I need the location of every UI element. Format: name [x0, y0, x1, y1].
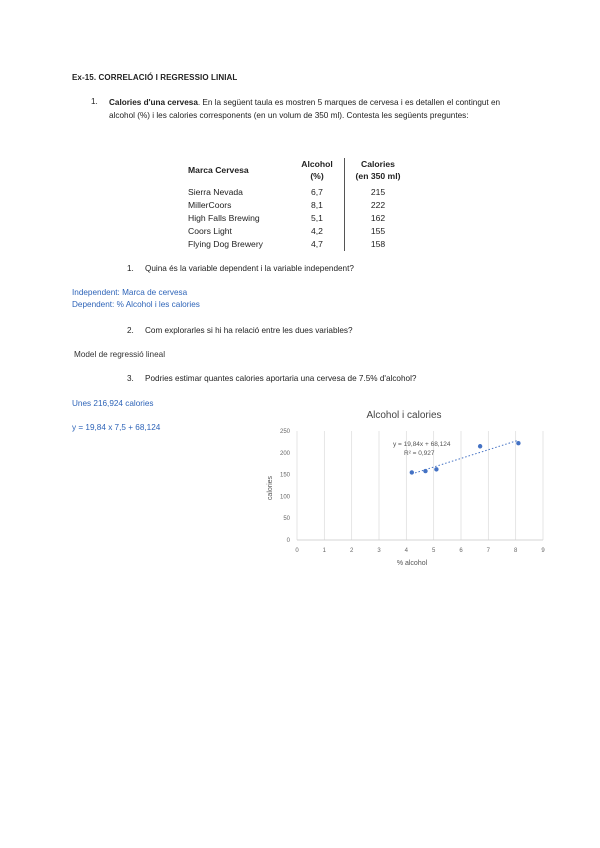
x-tick-label: 5 [431, 548, 436, 554]
x-tick-label: 3 [377, 548, 381, 554]
data-point [434, 467, 438, 471]
table-row [186, 186, 411, 199]
x-tick-label: 1 [322, 548, 327, 554]
y-tick-label: 0 [286, 538, 290, 544]
subquestion-3-text: Podries estimar quantes calories aportaria una cervesa de 7.5% d'alcohol? [145, 374, 417, 383]
cell-alcohol: 4,2 [290, 225, 345, 238]
y-tick-label: 100 [279, 494, 290, 501]
cell-brand: Sierra Nevada [188, 187, 243, 197]
y-tick-label: 50 [283, 516, 290, 523]
cell-calories: 158 [370, 239, 386, 249]
answer-3-line-2: y = 19,84 x 7,5 + 68,124 [72, 423, 161, 432]
cell-brand: MillerCoors [188, 200, 232, 210]
data-point [410, 470, 414, 474]
table-row [186, 225, 411, 238]
scatter-chart [262, 403, 562, 573]
header-calories: Calories (en 350 ml) [355, 159, 401, 181]
trendline-equation: y = 19,84x + 68,124 [393, 441, 451, 448]
question-number: 1. [91, 97, 98, 106]
table-row [186, 199, 411, 212]
y-tick-label: 250 [279, 429, 290, 435]
y-axis-label: calories [267, 475, 274, 501]
answer-1-line-1: Independent: Marca de cervesa [72, 288, 188, 297]
cell-alcohol: 6,7 [290, 186, 345, 199]
cell-brand: Coors Light [188, 226, 232, 236]
x-tick-label: 6 [459, 548, 463, 554]
x-tick-label: 9 [541, 548, 545, 554]
y-tick-label: 200 [279, 450, 290, 457]
beer-table [186, 158, 411, 251]
cell-calories: 215 [370, 187, 386, 197]
chart-svg [262, 403, 562, 573]
question-title: Calories d'una cervesa [109, 98, 198, 107]
subquestion-2-text: Com explorarles si hi ha relació entre les dues variables? [145, 326, 353, 335]
subquestion-1-text: Quina és la variable dependent i la variable independent? [145, 264, 354, 273]
exercise-heading: Ex-15. CORRELACIÓ I REGRESSIO LINIAL [72, 73, 238, 82]
cell-calories: 222 [370, 200, 386, 210]
table-row [186, 238, 411, 251]
cell-alcohol: 8,1 [290, 199, 345, 212]
table-row [186, 212, 411, 225]
cell-brand: Flying Dog Brewery [188, 239, 263, 249]
cell-brand: High Falls Brewing [188, 213, 260, 223]
answer-1-line-2: Dependent: % Alcohol i les calories [72, 300, 200, 309]
subquestion-3-number: 3. [127, 374, 134, 383]
question-body: . En la següent taula es mostren 5 marques de cervesa i es detallen el contingut en alcohol (%) i les calories corresponents (en un volum de 350 ml). Contesta les següents preguntes: [109, 98, 501, 120]
x-tick-label: 2 [349, 548, 354, 554]
cell-calories: 155 [370, 226, 386, 236]
cell-alcohol: 5,1 [290, 212, 345, 225]
subquestion-2-number: 2. [127, 326, 134, 335]
trendline-r2: R² = 0,927 [404, 450, 435, 457]
cell-calories: 162 [370, 213, 386, 223]
x-tick-label: 0 [295, 548, 299, 554]
question-text [109, 97, 509, 122]
x-axis-label: % alcohol [396, 560, 428, 567]
subquestion-1-number: 1. [127, 264, 134, 273]
data-point [423, 469, 427, 473]
header-brand: Marca Cervesa [188, 165, 249, 175]
data-point [478, 444, 482, 448]
chart-title: Alcohol i calories [366, 410, 442, 421]
answer-3-line-1: Unes 216,924 calories [72, 399, 154, 408]
x-tick-label: 4 [404, 548, 409, 554]
x-tick-label: 7 [486, 548, 491, 554]
x-tick-label: 8 [513, 548, 518, 554]
header-alcohol: Alcohol (%) [290, 158, 345, 186]
cell-alcohol: 4,7 [290, 238, 345, 251]
y-tick-label: 150 [279, 472, 290, 479]
data-point [516, 441, 520, 445]
answer-2: Model de regressió lineal [74, 350, 166, 359]
